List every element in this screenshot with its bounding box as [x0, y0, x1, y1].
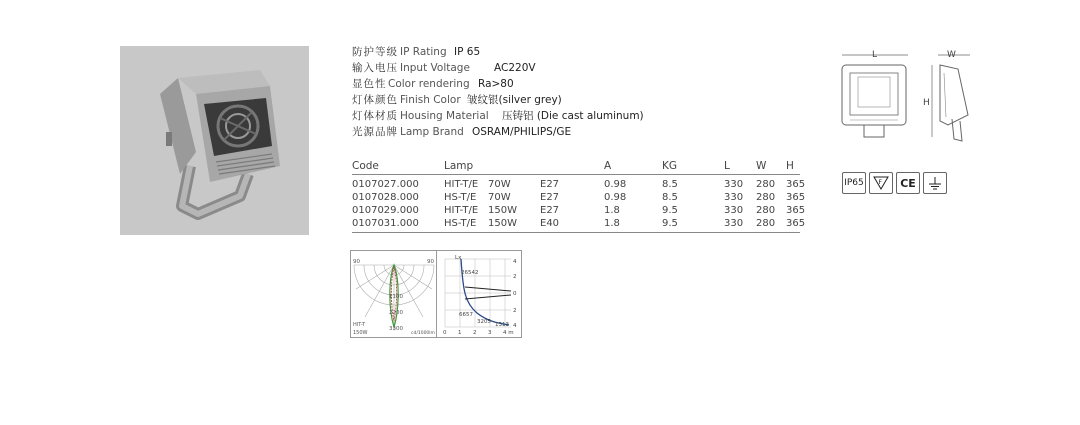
cell-kg: 9.5: [662, 205, 678, 216]
header-kg: KG: [662, 160, 678, 172]
spec-label-en: IP Rating: [400, 46, 447, 58]
dimension-label-h: H: [923, 98, 930, 108]
table-row: [352, 204, 806, 217]
front-view-bracket: [864, 125, 884, 137]
ring-label: 2200: [389, 310, 403, 316]
cell-kg: 8.5: [662, 179, 678, 190]
header-h: H: [786, 160, 794, 172]
cell-a: 1.8: [604, 218, 620, 229]
header-code: Code: [352, 160, 379, 172]
cell-watt: 150W: [488, 218, 517, 229]
cell-l: 330: [724, 192, 744, 203]
ring-label: 1100: [389, 294, 403, 300]
cell-l: 330: [724, 205, 744, 216]
header-lamp: Lamp: [444, 160, 474, 172]
x-tick: 4 m: [503, 330, 514, 336]
cell-code: 0107027.000: [352, 179, 419, 190]
right-tick: 4: [513, 259, 517, 265]
right-tick: 2: [513, 308, 517, 314]
spec-value: OSRAM/PHILIPS/GE: [472, 126, 572, 138]
header-w: W: [756, 160, 767, 172]
spec-label-cn: 灯体颜色: [352, 94, 398, 106]
cell-a: 0.98: [604, 179, 627, 190]
table-row: [352, 178, 806, 191]
spec-label-en: Color rendering: [388, 78, 470, 90]
product-table: [352, 160, 806, 233]
polar-distribution-diagram: [350, 250, 438, 338]
cell-w: 280: [756, 179, 776, 190]
ground-icon: [923, 172, 947, 194]
table-row: [352, 191, 806, 204]
cell-lamp: HIT-T/E: [444, 179, 479, 190]
x-tick: 2: [473, 330, 477, 336]
right-tick: 0: [513, 291, 517, 297]
ip65-icon: [842, 172, 866, 194]
cell-l: 330: [724, 218, 744, 229]
lux-value: 3205: [477, 319, 491, 325]
ring-label: 3300: [389, 326, 403, 332]
cell-a: 1.8: [604, 205, 620, 216]
right-tick: 4: [513, 323, 517, 329]
spec-label-en: Lamp Brand: [400, 126, 464, 138]
spec-label-en: Input Voltage: [400, 62, 470, 74]
cell-code: 0107028.000: [352, 192, 419, 203]
header-a: A: [604, 160, 612, 172]
cell-w: 280: [756, 205, 776, 216]
cell-kg: 8.5: [662, 192, 678, 203]
beam-upper-line: [465, 287, 511, 291]
x-tick: 0: [443, 330, 447, 336]
spec-label-cn: 光源品牌: [352, 126, 398, 138]
cell-h: 365: [786, 205, 806, 216]
dimension-drawing: [836, 45, 976, 150]
spec-label-en: Finish Color: [400, 94, 461, 106]
spec-value: 压铸铝 (Die cast aluminum): [502, 110, 644, 122]
cell-w: 280: [756, 192, 776, 203]
angle-left-label: 90: [353, 259, 360, 265]
lux-value: 26542: [461, 270, 479, 276]
header-l: L: [724, 160, 730, 172]
lux-value: 1313: [495, 322, 509, 328]
cell-h: 365: [786, 192, 806, 203]
spec-label-cn: 灯体材质: [352, 110, 398, 122]
spec-value: Ra>80: [478, 78, 514, 90]
illuminance-curve-chart: [436, 250, 522, 338]
watt-label: 150W: [353, 330, 368, 336]
cell-h: 365: [786, 218, 806, 229]
spec-label-cn: 防护等级: [352, 46, 398, 58]
lamp-type-label: HIT-T: [353, 322, 366, 328]
lux-value: 6657: [459, 312, 473, 318]
cell-h: 365: [786, 179, 806, 190]
cell-w: 280: [756, 218, 776, 229]
cell-cap: E27: [540, 179, 560, 190]
cell-lamp: HIT-T/E: [444, 205, 479, 216]
dimension-label-w: W: [947, 50, 956, 60]
f-mark-icon: [869, 172, 893, 194]
cell-cap: E27: [540, 205, 560, 216]
ip65-label: IP65: [844, 178, 864, 188]
spec-value: IP 65: [454, 46, 481, 58]
spec-label-cn: 输入电压: [352, 62, 398, 74]
table-row: [352, 217, 806, 230]
x-tick: 1: [458, 330, 462, 336]
cell-watt: 150W: [488, 205, 517, 216]
cell-watt: 70W: [488, 179, 511, 190]
dimension-label-l: L: [872, 50, 878, 60]
spec-value: 皱纹银(silver grey): [467, 94, 562, 106]
cell-a: 0.98: [604, 192, 627, 203]
cell-code: 0107029.000: [352, 205, 419, 216]
table-header: [352, 160, 800, 175]
cell-code: 0107031.000: [352, 218, 419, 229]
product-photo: [120, 46, 309, 235]
right-tick: 2: [513, 274, 517, 280]
front-view-housing: [842, 65, 906, 125]
floodlight-image: [120, 46, 309, 235]
spec-label-en: Housing Material: [400, 110, 489, 122]
cell-cap: E40: [540, 218, 560, 229]
unit-label: cd/1000lm: [411, 331, 435, 336]
cell-lamp: HS-T/E: [444, 192, 477, 203]
cell-l: 330: [724, 179, 744, 190]
cell-watt: 70W: [488, 192, 511, 203]
ce-label: CE: [900, 176, 916, 190]
angle-right-label: 90: [427, 259, 434, 265]
cell-lamp: HS-T/E: [444, 218, 477, 229]
spec-label-cn: 显色性: [352, 78, 387, 90]
spec-value: AC220V: [494, 62, 536, 74]
x-tick: 3: [488, 330, 492, 336]
table-body: [352, 175, 806, 233]
lux-axis-label: Lx: [455, 255, 462, 261]
ce-icon: [896, 172, 920, 194]
cell-cap: E27: [540, 192, 560, 203]
cell-kg: 9.5: [662, 218, 678, 229]
beam-lower-line: [465, 295, 511, 299]
f-mark-label: F: [878, 179, 882, 186]
